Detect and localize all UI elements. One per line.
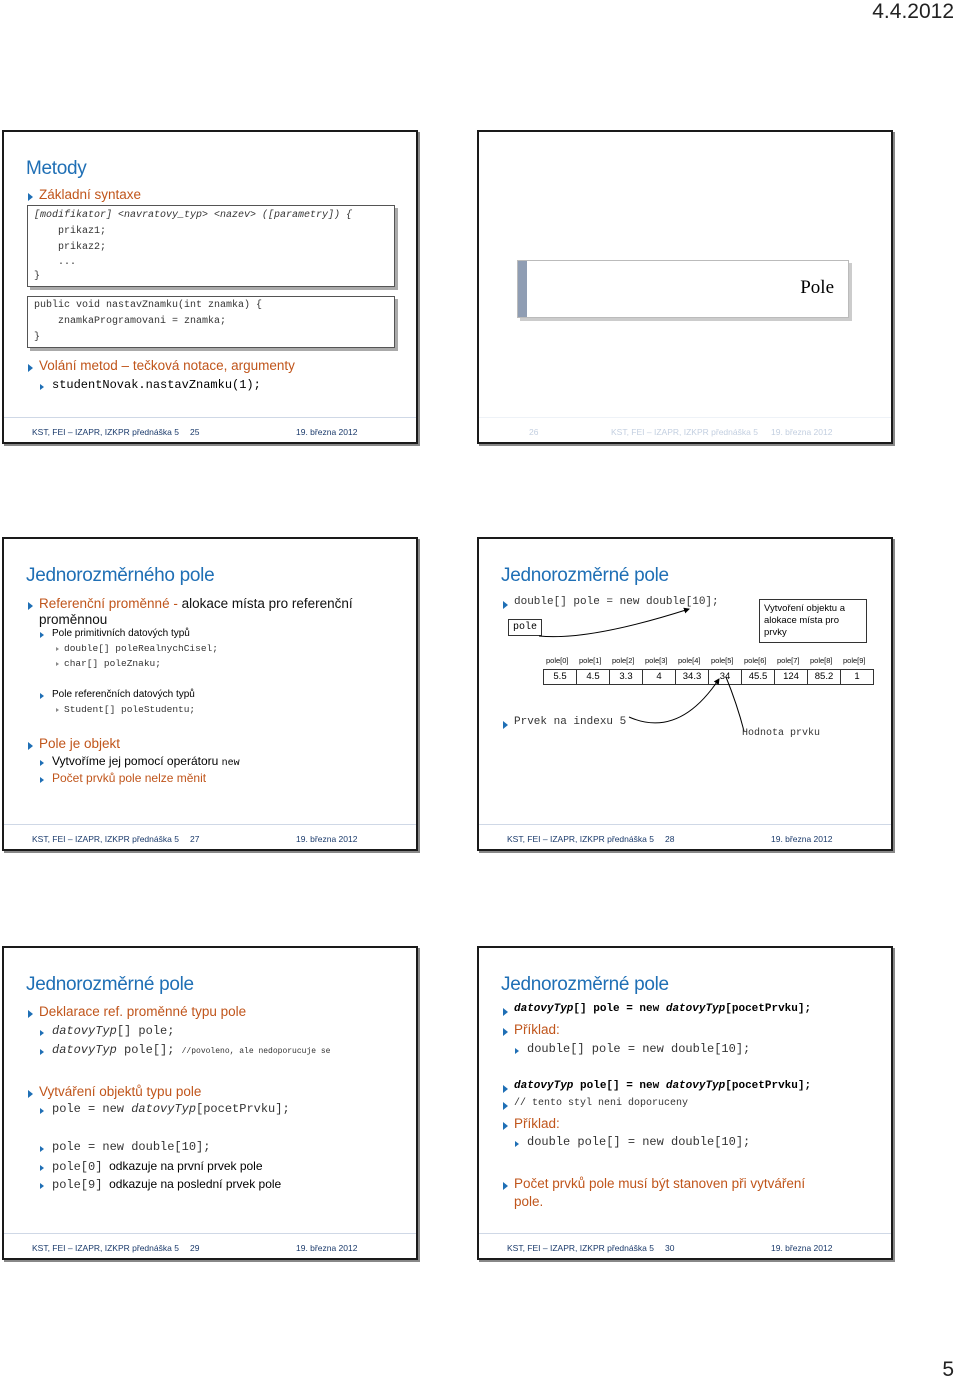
bullet-text: Základní syntaxe <box>39 187 142 202</box>
array-index-label: pole[3] <box>645 656 668 665</box>
array-cell: 34 <box>708 669 742 685</box>
array-index-label: pole[8] <box>810 656 833 665</box>
array-cell: 34.3 <box>675 669 709 685</box>
bullet-icon <box>56 662 59 666</box>
slide-25 <box>2 130 418 444</box>
bullet-icon <box>40 632 44 638</box>
array-cell: 3.3 <box>609 669 643 685</box>
bullet-icon <box>28 742 33 750</box>
note-box: Vytvoření objektu a alokace místa pro prvky <box>759 599 867 643</box>
type-name: datovyTyp <box>665 1003 726 1015</box>
bullet-text-part: alokace místa pro referenční <box>181 596 353 611</box>
footer-course: KST, FEI – IZAPR, IZKPR přednáška 5 <box>32 834 179 844</box>
footer-date: 19. března 2012 <box>296 1243 358 1253</box>
code-line: znamkaProgramovani = znamka; <box>34 316 227 327</box>
footer-page: 25 <box>190 427 200 437</box>
sub-bullet <box>52 1177 281 1192</box>
bullet-icon <box>40 1030 44 1036</box>
bullet-text: Vytváření objektů typu pole <box>39 1084 202 1099</box>
array-cell: 124 <box>774 669 808 685</box>
bullet-text: Příklad: <box>514 1116 560 1131</box>
bullet-icon <box>28 602 33 610</box>
code-line: prikaz1; <box>34 226 107 237</box>
footer-date: 19. března 2012 <box>296 427 358 437</box>
bullet-icon <box>503 721 508 729</box>
array-cell: 85.2 <box>807 669 841 685</box>
code-rest: pole[9] <box>52 1178 103 1192</box>
footer-course: KST, FEI – IZAPR, IZKPR přednáška 5 <box>507 834 654 844</box>
sub-bullet-text: odkazuje na poslední prvek pole <box>109 1177 282 1191</box>
array-index-label: pole[6] <box>744 656 767 665</box>
bullet-icon <box>40 777 44 783</box>
array-index-label: pole[7] <box>777 656 800 665</box>
code-line: ... <box>34 257 77 268</box>
slide-footer <box>4 417 416 442</box>
code-rest: [] pole; <box>116 1024 175 1038</box>
bullet-text-cont: pole. <box>514 1194 544 1209</box>
sub-bullet: Počet prvků pole nelze měnit <box>52 771 207 785</box>
pole-reference-box: pole <box>508 619 542 636</box>
section-title-box <box>517 260 849 318</box>
code-line: public void nastavZnamku(int znamka) { <box>34 300 263 311</box>
bullet-icon <box>503 1102 508 1110</box>
footer-course: KST, FEI – IZAPR, IZKPR přednáška 5 <box>611 427 758 437</box>
code-rest: [pocetPrvku]; <box>725 1080 812 1092</box>
footer-page: 30 <box>665 1243 675 1253</box>
bullet-text: Volání metod – tečková notace, argumenty <box>39 358 295 373</box>
slide-footer <box>4 1233 416 1258</box>
slide-title: Jednorozměrné pole <box>26 974 194 995</box>
sub-bullet-code: double[] pole = new double[10]; <box>527 1042 751 1056</box>
bullet-icon <box>56 647 59 651</box>
hodnota-label: Hodnota prvku <box>742 728 821 739</box>
footer-page: 26 <box>529 427 539 437</box>
sub-sub-bullet: Student[] poleStudentu; <box>64 704 196 715</box>
bullet-icon <box>40 1183 44 1189</box>
accent-bar <box>518 261 527 317</box>
bullet-icon <box>503 1028 508 1036</box>
type-name: datovyTyp <box>52 1024 117 1038</box>
code-comment: //povoleno, ale nedoporucuje se <box>181 1047 331 1056</box>
type-name: datovyTyp <box>131 1102 197 1116</box>
code-rest: pole[0] <box>52 1160 103 1174</box>
type-name: datovyTyp <box>514 1003 574 1015</box>
code-line: [modifikator] <navratovy_typ> <nazev> ([parametry]) { <box>34 210 353 221</box>
bullet-code: Prvek na indexu 5 <box>514 716 627 728</box>
sub-bullet-text: Vytvoříme jej pomocí operátoru <box>52 754 222 768</box>
bullet-icon <box>56 708 59 712</box>
array-index-label: pole[0] <box>546 656 569 665</box>
document-date: 4.4.2012 <box>872 0 954 23</box>
bullet-comment: // tento styl neni doporuceny <box>514 1098 689 1109</box>
sub-bullet: Pole primitivních datových typů <box>52 628 190 639</box>
bullet-code <box>514 1003 811 1015</box>
bullet-icon <box>40 1049 44 1055</box>
bullet-icon <box>40 1146 44 1152</box>
sub-bullet-code: pole = new double[10]; <box>52 1140 211 1154</box>
slide-footer <box>479 824 891 849</box>
bullet-icon <box>515 1048 519 1054</box>
bullet-text <box>39 596 353 611</box>
sub-bullet-code <box>52 1043 330 1057</box>
code-line: } <box>34 271 41 282</box>
arrow-index-5 <box>629 679 719 723</box>
type-name: datovyTyp <box>52 1043 117 1057</box>
array-index-label: pole[4] <box>678 656 701 665</box>
slide-26 <box>477 130 893 444</box>
array-cell: 1 <box>840 669 874 685</box>
section-title: Pole <box>800 277 834 298</box>
array-index-label: pole[5] <box>711 656 734 665</box>
footer-course: KST, FEI – IZAPR, IZKPR přednáška 5 <box>32 427 179 437</box>
bullet-code: double[] pole = new double[10]; <box>514 596 719 608</box>
slide-title: Jednorozměrné pole <box>501 974 669 995</box>
sub-bullet-code <box>52 1102 290 1116</box>
bullet-icon <box>28 364 33 372</box>
bullet-text: Pole je objekt <box>39 736 121 751</box>
bullet-text: Příklad: <box>514 1022 560 1037</box>
bullet-icon <box>28 1090 33 1098</box>
bullet-icon <box>515 1141 519 1147</box>
footer-page: 27 <box>190 834 200 844</box>
array-cell: 45.5 <box>741 669 775 685</box>
code-rest: [pocetPrvku]; <box>725 1003 812 1015</box>
array-index-label: pole[9] <box>843 656 866 665</box>
arrow-pole-to-array <box>539 609 689 637</box>
footer-date: 19. března 2012 <box>771 834 833 844</box>
code-line: } <box>34 332 41 343</box>
code-rest: pole[]; <box>116 1043 182 1057</box>
bullet-text-part: Referenční proměnné - <box>39 596 182 611</box>
slide-footer <box>4 824 416 849</box>
array-cell: 4.5 <box>576 669 610 685</box>
bullet-text: Počet prvků pole musí být stanoven při vytváření <box>514 1176 806 1191</box>
footer-page: 28 <box>665 834 675 844</box>
slide-title: Metody <box>26 158 87 179</box>
slide-28 <box>477 537 893 851</box>
footer-date: 19. března 2012 <box>296 834 358 844</box>
bullet-icon <box>503 1122 508 1130</box>
footer-date: 19. března 2012 <box>771 1243 833 1253</box>
bullet-icon <box>503 1008 508 1016</box>
code-rest: pole[] = new <box>573 1080 666 1092</box>
bullet-code: studentNovak.nastavZnamku(1); <box>52 378 261 392</box>
sub-bullet: Pole referenčních datových typů <box>52 689 195 700</box>
code-rest: [pocetPrvku]; <box>196 1102 290 1116</box>
arrows-diagram <box>479 539 891 849</box>
sub-sub-bullet: double[] poleRealnychCisel; <box>64 643 218 654</box>
array-index-label: pole[2] <box>612 656 635 665</box>
sub-sub-bullet: char[] poleZnaku; <box>64 658 161 669</box>
bullet-icon <box>40 384 44 390</box>
bullet-icon <box>40 1165 44 1171</box>
slide-29 <box>2 946 418 1260</box>
bullet-icon <box>40 760 44 766</box>
array-cell: 5.5 <box>543 669 577 685</box>
bullet-icon <box>503 1085 508 1093</box>
bullet-icon <box>28 1010 33 1018</box>
array-index-label: pole[1] <box>579 656 602 665</box>
slide-30 <box>477 946 893 1260</box>
slide-27 <box>2 537 418 851</box>
type-name: datovyTyp <box>514 1080 574 1092</box>
bullet-text: Deklarace ref. proměnné typu pole <box>39 1004 247 1019</box>
sub-bullet-code: double pole[] = new double[10]; <box>527 1135 751 1149</box>
sub-bullet-code <box>52 1024 174 1038</box>
sub-bullet-code: new <box>221 758 240 769</box>
slide-footer <box>479 417 891 442</box>
slide-footer <box>479 1233 891 1258</box>
page-number: 5 <box>942 1358 954 1381</box>
footer-course: KST, FEI – IZAPR, IZKPR přednáška 5 <box>507 1243 654 1253</box>
type-name: datovyTyp <box>665 1080 726 1092</box>
bullet-icon <box>40 1108 44 1114</box>
code-block <box>27 205 395 287</box>
footer-page: 29 <box>190 1243 200 1253</box>
code-block <box>27 296 395 348</box>
sub-bullet-text: odkazuje na první prvek pole <box>109 1159 263 1173</box>
slide-title: Jednorozměrné pole <box>501 565 669 586</box>
bullet-text-cont: proměnnou <box>39 612 108 627</box>
bullet-code <box>514 1080 811 1092</box>
bullet-icon <box>503 1182 508 1190</box>
slide-title: Jednorozměrného pole <box>26 565 215 586</box>
footer-course: KST, FEI – IZAPR, IZKPR přednáška 5 <box>32 1243 179 1253</box>
array-cell: 4 <box>642 669 676 685</box>
sub-bullet <box>52 754 240 769</box>
bullet-icon <box>40 693 44 699</box>
code-rest: [] pole = new <box>573 1003 666 1015</box>
bullet-icon <box>28 193 33 201</box>
code-line: prikaz2; <box>34 242 107 253</box>
arrow-hodnota <box>726 677 744 731</box>
sub-bullet <box>52 1159 263 1174</box>
code-rest: pole = new <box>52 1102 132 1116</box>
footer-date: 19. března 2012 <box>771 427 833 437</box>
